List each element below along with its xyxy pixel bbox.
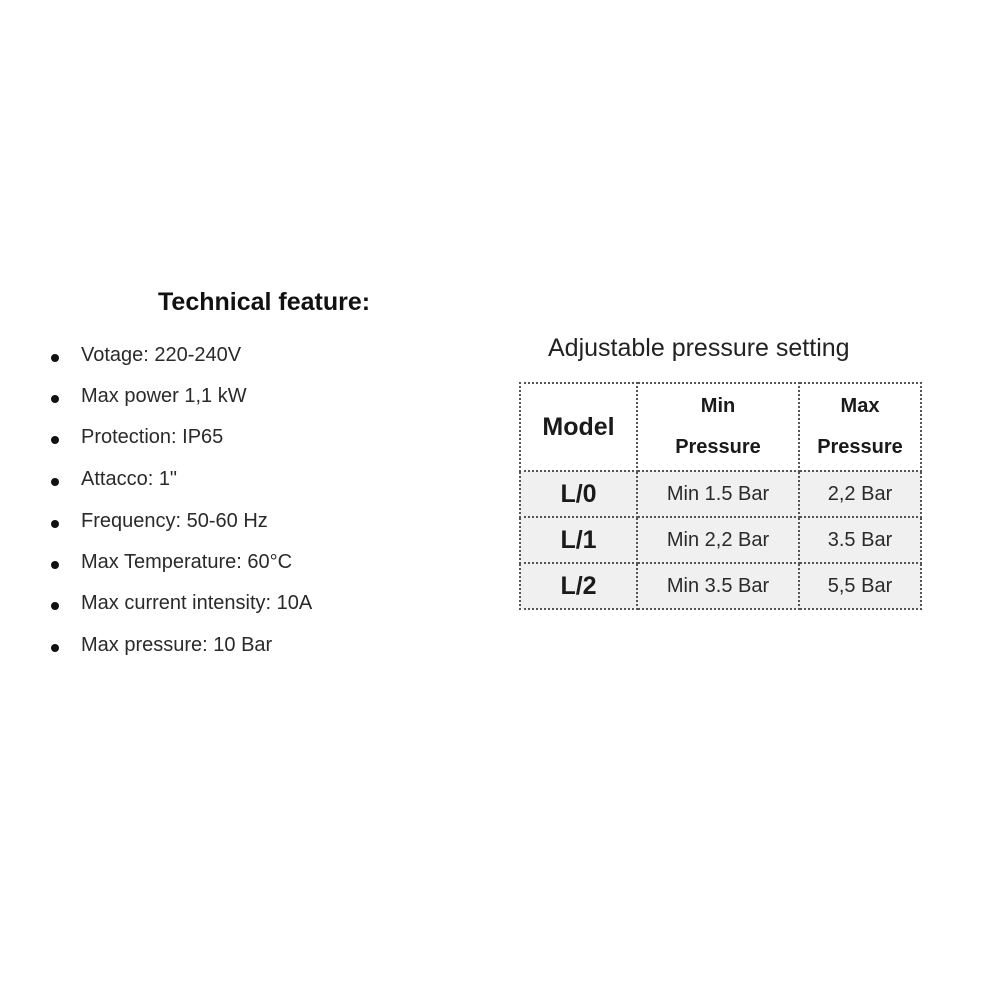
header-min-line1: Min — [700, 395, 736, 417]
min-pressure-cell: Min 3.5 Bar — [637, 563, 799, 609]
bullet-icon — [51, 644, 59, 652]
feature-text: Votage: 220-240V — [81, 344, 242, 366]
header-model: Model — [520, 383, 637, 471]
feature-text: Attacco: 1" — [81, 468, 178, 490]
table-row — [520, 563, 921, 609]
max-pressure-cell: 3.5 Bar — [799, 517, 921, 563]
list-item — [0, 506, 420, 538]
min-pressure-cell: Min 1.5 Bar — [637, 471, 799, 517]
feature-text: Max current intensity: 10A — [81, 592, 313, 614]
features-title: Technical feature: — [158, 288, 371, 316]
pressure-table — [519, 382, 922, 610]
list-item — [0, 381, 420, 413]
bullet-icon — [51, 478, 59, 486]
max-pressure-cell: 2,2 Bar — [799, 471, 921, 517]
header-max-line1: Max — [840, 395, 880, 417]
bullet-icon — [51, 520, 59, 528]
list-item — [0, 340, 420, 372]
bullet-icon — [51, 354, 59, 362]
model-cell: L/1 — [520, 517, 637, 563]
table-header-row — [520, 383, 921, 471]
feature-text: Max Temperature: 60°C — [81, 551, 293, 573]
header-min-pressure — [637, 383, 799, 471]
list-item — [0, 630, 420, 662]
list-item — [0, 547, 420, 579]
feature-text: Max power 1,1 kW — [81, 385, 247, 407]
bullet-icon — [51, 602, 59, 610]
min-pressure-cell: Min 2,2 Bar — [637, 517, 799, 563]
header-max-line2: Pressure — [817, 436, 903, 458]
max-pressure-cell: 5,5 Bar — [799, 563, 921, 609]
header-min-line2: Pressure — [675, 436, 761, 458]
feature-text: Protection: IP65 — [81, 426, 224, 448]
feature-text: Frequency: 50-60 Hz — [81, 510, 268, 532]
list-item — [0, 422, 420, 454]
table-row — [520, 471, 921, 517]
model-cell: L/0 — [520, 471, 637, 517]
bullet-icon — [51, 395, 59, 403]
table-row — [520, 517, 921, 563]
list-item — [0, 464, 420, 496]
header-max-pressure — [799, 383, 921, 471]
feature-text: Max pressure: 10 Bar — [81, 634, 273, 656]
model-cell: L/2 — [520, 563, 637, 609]
list-item — [0, 588, 420, 620]
bullet-icon — [51, 561, 59, 569]
bullet-icon — [51, 436, 59, 444]
table-title: Adjustable pressure setting — [548, 334, 850, 362]
